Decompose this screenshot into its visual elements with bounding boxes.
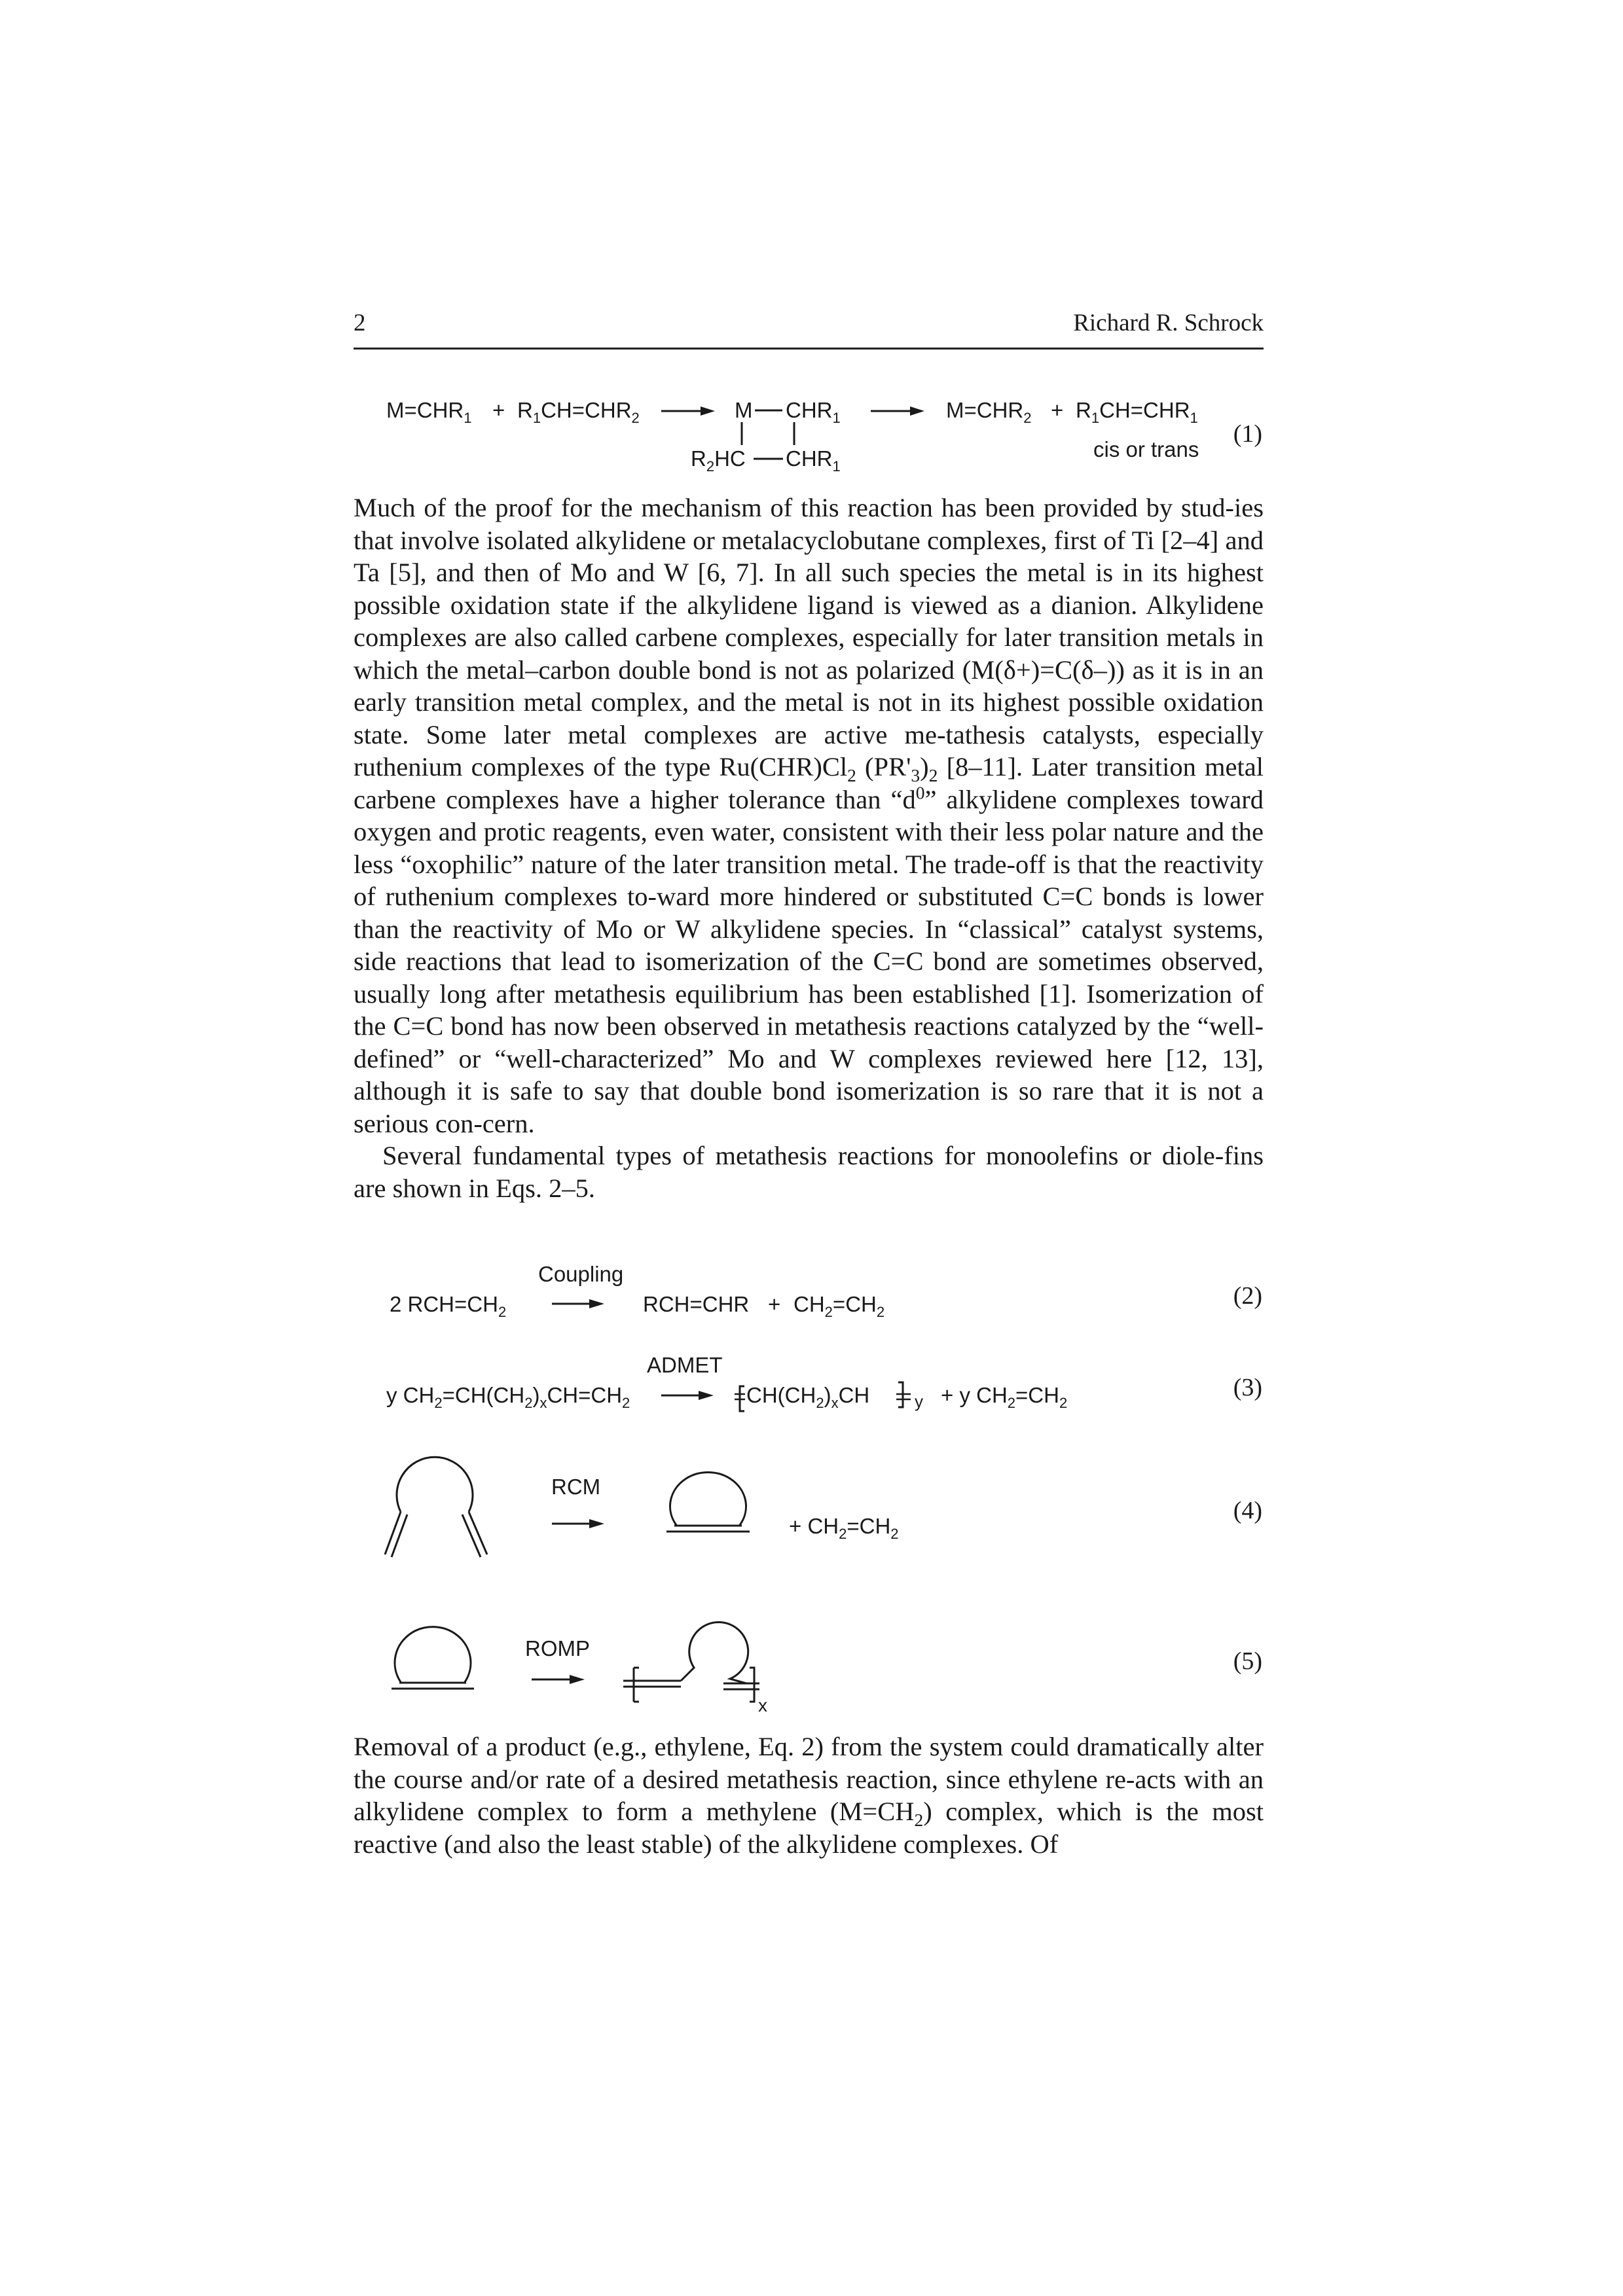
eq3-number: (3): [1233, 1374, 1262, 1401]
eq1-mc-chr-top: $CHR_1$: [786, 398, 841, 426]
running-author: Richard R. Schrock: [1073, 310, 1264, 336]
page-number: 2: [354, 310, 366, 336]
equation-2: [354, 1258, 1264, 1330]
eq2-arrow-label: Coupling: [538, 1262, 624, 1286]
eq1-reactant2: $R_1CH=CHR_2$: [517, 398, 640, 426]
eq1-reactant1: $M=CHR_1$: [386, 398, 472, 426]
paragraph-mechanism: [354, 492, 1264, 1204]
eq2-number: (2): [1233, 1282, 1262, 1310]
equation-4: [354, 1446, 1264, 1571]
eq4-byproduct: + $CH_2=CH_2$: [789, 1514, 899, 1542]
eq1-plus-1: +: [492, 398, 505, 422]
eq2-product1: RCH=CHR: [643, 1292, 750, 1316]
eq4-arrow-label: RCM: [551, 1475, 601, 1499]
eq5-number: (5): [1233, 1647, 1262, 1675]
eq1-plus-2: +: [1051, 398, 1064, 422]
eq2-reactant: 2 $RCH=CH_2$: [390, 1292, 507, 1320]
cycloolefin-structure: [392, 1627, 474, 1689]
eq3-monomer: y $CH_2=CH(CH_2)_xCH=CH_2$: [386, 1383, 630, 1411]
cycloalkene-structure: [666, 1472, 750, 1532]
eq3-arrow-label: ADMET: [647, 1353, 723, 1377]
eq4-number: (4): [1233, 1497, 1262, 1524]
eq1-product1: $M=CHR_2$: [946, 398, 1032, 426]
equation-1: [354, 386, 1264, 484]
eq1-number: (1): [1233, 420, 1262, 448]
eq3-subscript-y: y: [915, 1391, 923, 1411]
eq1-stereo-note: cis or trans: [1093, 437, 1199, 461]
eq5-subscript-x: x: [758, 1695, 767, 1715]
paragraph-1: Much of the proof for the mechanism of this reaction has been provided by stud-ies that involve isolated alkylidene or metalacyclobutane complexes, first of Ti [2–4] and Ta [5], and then of Mo and W [6, 7]. In all such species the metal is in its highest possible oxidation state if the alkylidene ligand is viewed as a dianion. Alkylidene complexes are also called carbene complexes, especially for later transition metals in which the metal–carbon double bond is not as polarized (M(δ+)=C(δ–)) as it is in an early transition metal complex, and the metal is not in its highest possible oxidation state. Some later metal complexes are active me-tathesis catalysts, especially ruthenium complexes of the type $Ru(CHR)Cl_2$ $(PR'_3)_2$ [8–11]. Later transition metal carbene complexes have a higher tolerance than “$d^0$” alkylidene complexes toward oxygen and protic reagents, even water, consistent with their less polar nature and the less “oxophilic” nature of the later transition metal. The trade-off is that the reactivity of ruthenium complexes to-ward more hindered or substituted C=C bonds is lower than the reactivity of Mo or W alkylidene species. In “classical” catalyst systems, side reactions that lead to isomerization of the C=C bond are sometimes observed, usually long after metathesis equilibrium has been established [1]. Isomerization of the C=C bond has now been observed in metathesis reactions catalyzed by the “well-defined” or “well-characterized” Mo and W complexes reviewed here [12, 13], although it is safe to say that double bond isomerization is so rare that it is not a serious con-cern.: [354, 493, 1264, 1138]
eq1-mc-metal: M: [735, 398, 753, 422]
eq1-mc-chr-bottom: $CHR_1$: [786, 446, 841, 475]
eq1-product2: $R_1CH=CHR_1$: [1076, 398, 1198, 426]
eq5-arrow-label: ROMP: [525, 1636, 590, 1660]
eq2-plus: +: [768, 1292, 781, 1316]
paragraph-3: Removal of a product (e.g., ethylene, Eq. 2) from the system could dramatically alter the course and/or rate of a desired metathesis reaction, since ethylene re-acts with an alkylidene complex to form a methylene $(M=CH_2)$ complex, which is the most reactive (and also the least stable) of the alkylidene complexes. Of: [354, 1732, 1264, 1859]
paragraph-2: Several fundamental types of metathesis reactions for monoolefins or diole-fins are shown in Eqs. 2–5.: [354, 1141, 1264, 1203]
diene-structure: [385, 1457, 487, 1557]
eq3-byproduct: + y $CH_2=CH_2$: [941, 1383, 1068, 1411]
equation-5: [354, 1604, 1264, 1721]
paragraph-removal: [354, 1731, 1264, 1860]
polymer-structure: [623, 1622, 759, 1702]
running-header: [354, 309, 1264, 348]
eq2-ethylene: $CH_2=CH_2$: [793, 1292, 885, 1320]
eq3-polymer: $CH(CH_2)_xCH$: [746, 1383, 870, 1411]
header-rule: [354, 348, 1264, 350]
eq1-mc-r2hc: $R_2HC$: [691, 446, 746, 475]
equation-3: [354, 1348, 1264, 1427]
